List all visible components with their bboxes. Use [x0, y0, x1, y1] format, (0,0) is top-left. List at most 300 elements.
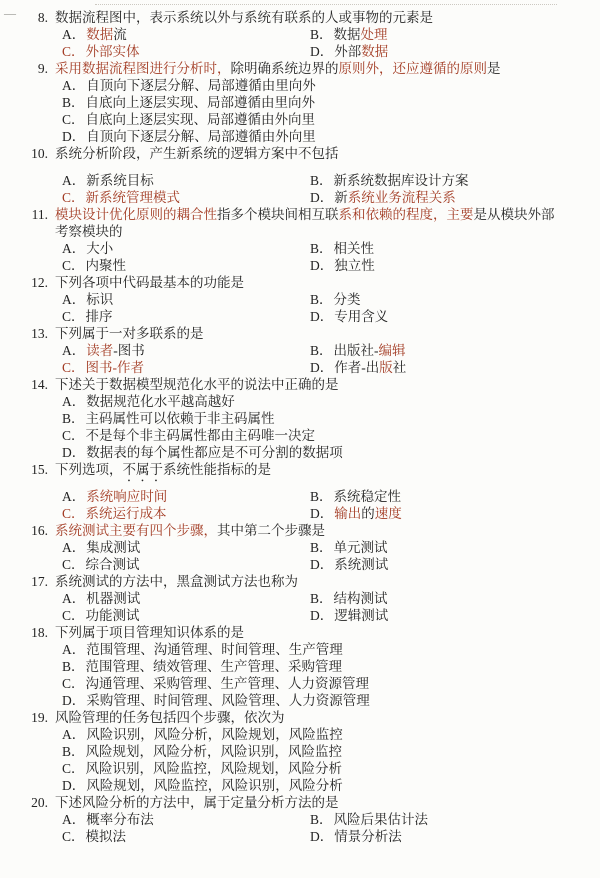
text-segment: 综合测试 [85, 557, 140, 572]
option-text [86, 128, 316, 145]
text-segment: 风险识别，风险分析，风险规划，风险监控 [86, 727, 343, 742]
question-stem [55, 145, 339, 162]
question-stem [55, 274, 244, 291]
text-segment: 风险识别，风险监控，风险规划，风险分析 [85, 761, 343, 776]
question-block [0, 325, 600, 376]
option-text [334, 607, 388, 624]
question-block [0, 274, 600, 325]
option-label: C． [62, 761, 85, 776]
option-label: B． [310, 489, 333, 504]
option-label: C． [62, 676, 85, 691]
option [310, 342, 600, 359]
option-label: D． [310, 258, 334, 273]
option-label: C． [62, 506, 85, 521]
option [310, 488, 600, 505]
option-text [86, 444, 343, 461]
text-segment: 采用数据流程图进行分析时， [55, 61, 231, 76]
option-text [334, 505, 402, 522]
option [62, 444, 343, 461]
option-label: D． [310, 309, 334, 324]
option [310, 828, 600, 845]
option-text [334, 539, 388, 556]
option-label: A． [62, 343, 86, 358]
option-label: B． [310, 173, 333, 188]
option-text [86, 257, 127, 274]
question-number: 12. [31, 275, 48, 290]
option-label: A． [62, 540, 86, 555]
option-row [0, 189, 600, 206]
text-segment: 的 [361, 506, 375, 521]
option-text [86, 658, 343, 675]
option [62, 189, 310, 206]
text-segment: 是 [487, 61, 501, 76]
option-row [0, 692, 600, 709]
option [62, 172, 310, 189]
text-segment: 自底向上逐层实现、局部遵循由里向外 [85, 95, 316, 110]
text-segment: 考察模块的 [55, 224, 123, 239]
text-segment: 系统性能指标的是 [163, 462, 271, 477]
text-segment: 外部 [334, 44, 362, 59]
option-row [0, 777, 600, 794]
option-row [0, 828, 600, 845]
option-label: C． [62, 360, 85, 375]
option-row [0, 291, 600, 308]
option [62, 308, 310, 325]
option-text [86, 505, 167, 522]
option-row [0, 641, 600, 658]
option-text [86, 607, 140, 624]
option-text [86, 777, 343, 794]
text-segment: 系统业务流程关系 [347, 190, 456, 205]
option [62, 743, 342, 760]
option [310, 26, 600, 43]
text-segment: 新系统目标 [86, 173, 154, 188]
text-segment: 系统测试主要有四个步骤， [55, 523, 217, 538]
question-number: 11. [31, 207, 48, 222]
option-text [86, 172, 154, 189]
option-row [0, 743, 600, 760]
option [310, 505, 600, 522]
text-segment: 系统响应时间 [86, 489, 168, 504]
question-number: 17. [31, 574, 48, 589]
option [62, 291, 310, 308]
option-row [0, 111, 600, 128]
question-block [0, 461, 600, 522]
option [310, 590, 600, 607]
text-segment: 风险规划，风险监控，风险识别，风险分析 [86, 778, 343, 793]
option-text [86, 828, 127, 845]
option-label: D． [310, 190, 334, 205]
text-segment: 原则外，还应遵循的原则 [338, 61, 487, 76]
option-label: A． [62, 394, 86, 409]
question-stem [55, 9, 433, 26]
option-row [0, 556, 600, 573]
option [62, 505, 310, 522]
text-segment: 标识 [86, 292, 114, 307]
option-text [86, 427, 316, 444]
option-row [0, 393, 600, 410]
text-segment: 排序 [85, 309, 113, 324]
option-row [0, 658, 600, 675]
question-block [0, 376, 600, 461]
option-row [0, 410, 600, 427]
option [310, 556, 600, 573]
text-segment: 图书-作者 [85, 360, 145, 375]
text-segment: 范围管理、沟通管理、时间管理、生产管理 [86, 642, 343, 657]
option [310, 811, 600, 828]
question-stem-line [0, 274, 600, 291]
text-segment: 系和依赖的程度，主要 [338, 207, 474, 222]
option-text [334, 556, 388, 573]
option-text [334, 291, 361, 308]
option [310, 172, 600, 189]
option-text [86, 539, 140, 556]
question-stem [55, 206, 555, 223]
question-stem-line [0, 325, 600, 342]
question-number: 16. [31, 523, 48, 538]
question-stem [55, 794, 339, 811]
option-row [0, 359, 600, 376]
question-number: 9. [37, 61, 48, 76]
option-text [86, 590, 140, 607]
question-stem-line [0, 9, 600, 26]
option-text [86, 410, 275, 427]
option-text [86, 692, 370, 709]
option-label: B． [310, 343, 333, 358]
option-text [86, 308, 113, 325]
text-segment: 出版社- [333, 343, 379, 358]
option-label: A． [62, 241, 86, 256]
option-label: A． [62, 812, 86, 827]
option [62, 777, 343, 794]
text-segment: 功能测试 [85, 608, 140, 623]
option-text [334, 26, 388, 43]
text-segment: 情景分析法 [334, 829, 402, 844]
option-row [0, 172, 600, 189]
option-text [86, 726, 343, 743]
question-block [0, 60, 600, 145]
text-segment: 独立性 [334, 258, 375, 273]
text-segment: 风险管理的任务包括四个步骤，依次为 [55, 710, 285, 725]
option-text [86, 189, 181, 206]
question-block [0, 522, 600, 573]
text-segment: 系统测试的方法中，黑盒测试方法也称为 [55, 574, 298, 589]
option-label: C． [62, 309, 85, 324]
text-segment: 风险规划，风险分析，风险识别，风险监控 [85, 744, 343, 759]
question-block [0, 9, 600, 60]
option-label: D． [62, 129, 86, 144]
text-segment: 风险后果估计法 [333, 812, 429, 827]
option-row [0, 308, 600, 325]
text-segment: 范围管理、绩效管理、生产管理、采购管理 [85, 659, 343, 674]
question-stem [55, 60, 501, 77]
question-stem [55, 624, 244, 641]
text-segment: 版 [379, 360, 393, 375]
option-label: B． [310, 540, 333, 555]
question-stem [55, 709, 285, 726]
question-stem-line [0, 573, 600, 590]
option-text [86, 240, 113, 257]
question-stem-line [0, 145, 600, 162]
option [62, 342, 310, 359]
option-label: B． [310, 27, 333, 42]
option-label: D． [310, 608, 334, 623]
question-stem-line [0, 794, 600, 811]
option-text [334, 359, 406, 376]
text-segment: 下列选项， [55, 462, 123, 477]
question-stem-line [0, 709, 600, 726]
question-number: 13. [31, 326, 48, 341]
option [62, 641, 343, 658]
text-segment: 系统运行成本 [85, 506, 167, 521]
text-segment: 不是每个非主码属性都由主码唯一决定 [85, 428, 316, 443]
text-segment: 沟通管理、采购管理、生产管理、人力资源管理 [85, 676, 370, 691]
option-text [86, 43, 140, 60]
option-text [86, 675, 370, 692]
option [310, 240, 600, 257]
option-label: B． [62, 659, 85, 674]
question-block [0, 709, 600, 794]
question-block [0, 794, 600, 845]
question-stem [55, 522, 325, 539]
option-label: C． [62, 258, 85, 273]
question-number: 14. [31, 377, 48, 392]
option-text [334, 342, 406, 359]
option [62, 488, 310, 505]
text-segment: 自顶向下逐层分解、局部遵循由里向外 [86, 78, 316, 93]
option [62, 393, 235, 410]
option-text [86, 641, 343, 658]
text-segment: 系统分析阶段，产生新系统的逻辑方案中不包括 [55, 146, 339, 161]
option-text [334, 257, 375, 274]
option-row [0, 505, 600, 522]
option [62, 26, 310, 43]
text-segment: 下列属于一对多联系的是 [55, 326, 204, 341]
text-segment: 作者-出 [334, 360, 380, 375]
option-text [334, 240, 375, 257]
option-label: D． [310, 557, 334, 572]
option-label: D． [310, 506, 334, 521]
option-label: D． [310, 829, 334, 844]
option-label: A． [62, 727, 86, 742]
option-text [334, 43, 388, 60]
option [310, 308, 600, 325]
text-segment: 数据规范化水平越高越好 [86, 394, 235, 409]
option-label: C． [62, 557, 85, 572]
question-stem [55, 325, 204, 342]
option-row [0, 240, 600, 257]
question-stem-line [0, 223, 600, 240]
text-segment: 除明确系统边界的 [230, 61, 339, 76]
text-segment: 下列属于项目管理知识体系的是 [55, 625, 244, 640]
option-text [86, 26, 127, 43]
option [62, 77, 316, 94]
option-text [86, 743, 343, 760]
option-label: A． [62, 489, 86, 504]
text-segment: 新系统管理模式 [85, 190, 181, 205]
text-segment: 单元测试 [333, 540, 388, 555]
option [310, 539, 600, 556]
text-segment: 系统稳定性 [333, 489, 402, 504]
question-stem-line [0, 461, 600, 478]
option-label: C． [62, 608, 85, 623]
option-text [86, 77, 316, 94]
text-segment: 数据流程图中，表示系统以外与系统有联系的人或事物的元素是 [55, 10, 433, 25]
option [62, 539, 310, 556]
text-segment: 集成测试 [86, 540, 141, 555]
stem-gap [0, 162, 600, 172]
option [62, 111, 315, 128]
text-segment: 主码属性可以依赖于非主码属性 [85, 411, 275, 426]
text-segment: 概率分布法 [86, 812, 154, 827]
option-row [0, 675, 600, 692]
option [62, 760, 342, 777]
option-row [0, 488, 600, 505]
option [62, 427, 315, 444]
text-segment: 大小 [86, 241, 114, 256]
text-segment: 分类 [333, 292, 361, 307]
option-row [0, 77, 600, 94]
text-segment: 逻辑测试 [334, 608, 389, 623]
question-block [0, 206, 600, 274]
option-label: A． [62, 642, 86, 657]
text-segment: 自底向上逐层实现、局部遵循由外向里 [85, 112, 316, 127]
text-segment: 不属于 [122, 462, 163, 477]
option-text [334, 308, 388, 325]
text-segment: 自顶向下逐层分解、局部遵循由外向里 [86, 129, 316, 144]
option-text [334, 590, 388, 607]
option-text [86, 94, 316, 111]
option-label: B． [310, 812, 333, 827]
text-segment: 采购管理、时间管理、风险管理、人力资源管理 [86, 693, 370, 708]
text-segment: 模块设计优化原则的耦合性 [55, 207, 217, 222]
text-segment: 读者 [86, 343, 114, 358]
option-row [0, 128, 600, 145]
text-segment: 下列各项中代码最基本的功能是 [55, 275, 244, 290]
text-segment: 结构测试 [333, 591, 388, 606]
question-stem [55, 461, 271, 485]
text-segment: 指多个模块间相互联 [217, 207, 339, 222]
option [310, 189, 600, 206]
option-text [86, 291, 113, 308]
scan-artifact-dash: — [4, 6, 15, 20]
text-segment: 下述关于数据模型规范化水平的说法中正确的是 [55, 377, 339, 392]
text-segment: 相关性 [333, 241, 375, 256]
text-segment: 流 [113, 27, 127, 42]
question-stem-line [0, 376, 600, 393]
option-label: B． [62, 95, 85, 110]
option [62, 556, 310, 573]
question-number: 8. [37, 10, 48, 25]
text-segment: 编辑 [378, 343, 406, 358]
option-text [86, 488, 167, 505]
text-segment: 内聚性 [85, 258, 127, 273]
option [310, 607, 600, 624]
option [310, 291, 600, 308]
option [62, 94, 315, 111]
option [62, 828, 310, 845]
option-label: B． [62, 744, 85, 759]
option [62, 675, 369, 692]
option-label: D． [62, 778, 86, 793]
text-segment: 数据 [86, 27, 114, 42]
option [62, 257, 310, 274]
option-text [334, 172, 469, 189]
question-stem-line [0, 522, 600, 539]
scan-artifact-dotted-line [95, 4, 557, 5]
question-block [0, 573, 600, 624]
option [62, 607, 310, 624]
option-text [334, 189, 456, 206]
option-label: B． [310, 241, 333, 256]
text-segment: 是从模块外部 [473, 207, 555, 222]
text-segment: 外部实体 [85, 44, 140, 59]
option-label: A． [62, 78, 86, 93]
option-text [86, 556, 140, 573]
option-row [0, 539, 600, 556]
option-label: A． [62, 173, 86, 188]
question-stem-line [0, 60, 600, 77]
option-text [86, 111, 316, 128]
text-segment: -图书 [113, 343, 145, 358]
option-text [86, 359, 145, 376]
text-segment: 数据表的每个属性都应是不可分割的数据项 [86, 445, 343, 460]
question-number: 15. [31, 462, 48, 477]
option-label: D． [310, 44, 334, 59]
option-row [0, 444, 600, 461]
text-segment: 数据 [333, 27, 361, 42]
text-segment: 专用含义 [334, 309, 389, 324]
option [62, 726, 343, 743]
text-segment: 数据 [361, 44, 389, 59]
option-label: B． [310, 591, 333, 606]
text-segment: 新 [334, 190, 348, 205]
text-segment: 模拟法 [85, 829, 127, 844]
question-number: 10. [31, 146, 48, 161]
option [62, 43, 310, 60]
option-label: C． [62, 112, 85, 127]
question-list [0, 9, 600, 845]
text-segment: 下述风险分析的方法中，属于定量分析方法的是 [55, 795, 339, 810]
option-label: C． [62, 44, 85, 59]
question-block [0, 624, 600, 709]
question-number: 18. [31, 625, 48, 640]
option-text [86, 393, 235, 410]
option [62, 128, 316, 145]
option-row [0, 607, 600, 624]
text-segment: 处理 [360, 27, 388, 42]
question-stem-line [0, 206, 600, 223]
option-text [334, 488, 402, 505]
option-label: A． [62, 292, 86, 307]
text-segment: 系统测试 [334, 557, 389, 572]
question-number: 19. [31, 710, 48, 725]
text-segment: 社 [392, 360, 407, 375]
text-segment: 输出 [334, 506, 362, 521]
option [62, 240, 310, 257]
question-stem [55, 573, 298, 590]
option [62, 359, 310, 376]
option-label: A． [62, 27, 86, 42]
text-segment: 其中第二个步骤是 [217, 523, 325, 538]
text-segment: 速度 [374, 506, 402, 521]
option-label: C． [62, 829, 85, 844]
option-label: B． [62, 411, 85, 426]
text-segment: 新系统数据库设计方案 [333, 173, 469, 188]
option-row [0, 342, 600, 359]
option-row [0, 811, 600, 828]
option-label: D． [62, 693, 86, 708]
